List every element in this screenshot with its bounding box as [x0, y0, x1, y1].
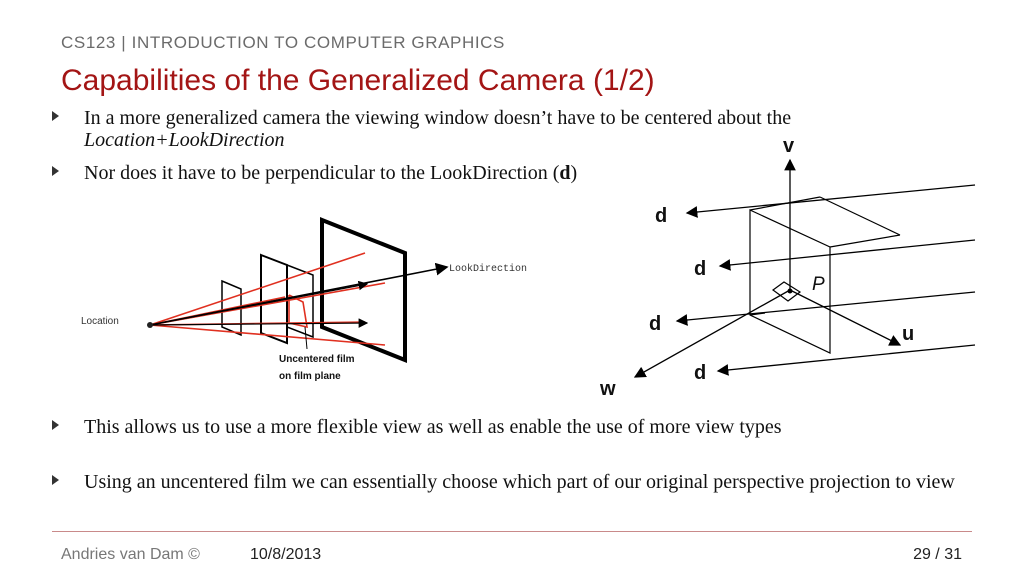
- film-label-line2: on film plane: [279, 371, 341, 382]
- p-label: P: [812, 274, 825, 295]
- projection-rays: [150, 253, 385, 345]
- bullet-2-plain: Nor does it have to be perpendicular to the LookDirection (: [84, 162, 560, 184]
- v-label: v: [783, 135, 795, 157]
- d-label-4: d: [694, 362, 707, 384]
- bullet-arrow-icon: [52, 111, 59, 121]
- d-label-3: d: [649, 313, 662, 335]
- film-label-line1: Uncentered film: [279, 354, 355, 365]
- d-arrows: [677, 185, 975, 371]
- footer-author: Andries van Dam ©: [61, 546, 200, 563]
- bullet-arrow-icon: [52, 420, 59, 430]
- uncentered-film-diagram: [75, 205, 555, 395]
- bullet-2-bold: d: [559, 162, 571, 184]
- look-direction-label: LookDirection: [449, 264, 528, 275]
- bullet-3: [52, 416, 972, 462]
- bullet-arrow-icon: [52, 475, 59, 485]
- bullet-4: [52, 471, 972, 517]
- u-axis: [790, 290, 900, 345]
- d-label-2: d: [694, 258, 707, 280]
- bullet-4-text: Using an uncentered film we can essentially choose which part of our original perspective projection to view: [84, 471, 955, 493]
- d-label-1: d: [655, 205, 668, 227]
- w-label: w: [600, 378, 616, 400]
- footer-page: 29 / 31: [913, 546, 962, 563]
- bullet-2-after: ): [570, 162, 578, 184]
- u-label: u: [902, 323, 915, 345]
- location-point: [147, 322, 153, 328]
- course-header: CS123 | INTRODUCTION TO COMPUTER GRAPHICS: [61, 33, 505, 52]
- bullet-1-plain: In a more generalized camera the viewing window doesn’t have to be centered about the: [84, 107, 792, 129]
- bullet-3-text: This allows us to use a more flexible view as well as enable the use of more view types: [84, 416, 782, 438]
- slide-title: Capabilities of the Generalized Camera (1/2): [61, 64, 655, 97]
- oblique-film-diagram: [590, 135, 980, 400]
- bullet-1-italic: Location+LookDirection: [84, 129, 285, 151]
- footer-divider: [52, 531, 972, 532]
- location-label: Location: [81, 316, 119, 327]
- footer-date: 10/8/2013: [250, 546, 322, 563]
- bullet-arrow-icon: [52, 166, 59, 176]
- film-box: [750, 197, 900, 353]
